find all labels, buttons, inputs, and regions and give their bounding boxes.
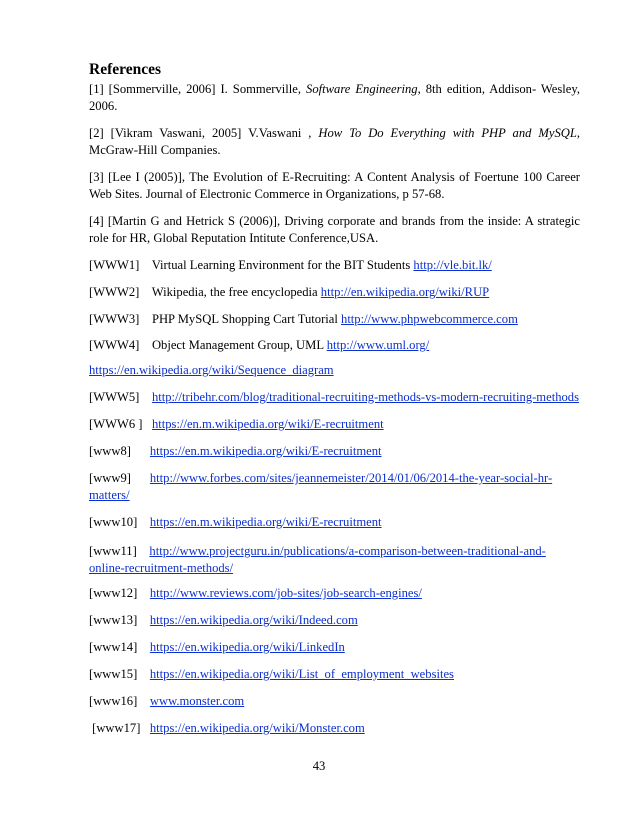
web-reference-13 <box>89 612 580 629</box>
reference-link[interactable]: https://en.wikipedia.org/wiki/Sequence_diagram <box>89 363 334 377</box>
reference-tag: [www13] <box>89 613 150 627</box>
web-reference-1 <box>89 257 580 274</box>
web-reference-15 <box>89 666 580 683</box>
reference-4: [4] [Martin G and Hetrick S (2006)], Driving corporate and brands from the inside: A strategic role for HR, Global Reputation Intitute Conference,USA. <box>89 214 580 245</box>
reference-tag: [WWW2] <box>89 285 152 299</box>
web-reference-4-extra <box>89 362 580 379</box>
web-reference-16 <box>89 693 580 710</box>
reference-link[interactable]: www.monster.com <box>149 694 245 708</box>
web-reference-4 <box>89 337 580 354</box>
reference-tag: [www14] <box>89 640 150 654</box>
reference-1 <box>89 81 580 115</box>
reference-title: How To Do Everything with PHP and MySQL <box>318 126 577 140</box>
reference-tag: [www17] <box>89 721 150 735</box>
reference-tag: [www15] <box>89 667 150 681</box>
reference-link[interactable]: http://www.phpwebcommerce.com <box>341 312 518 326</box>
web-reference-9 <box>89 470 580 504</box>
reference-text: [2] [Vikram Vaswani, 2005] V.Vaswani , <box>89 126 319 140</box>
reference-tag: [WWW6 ] <box>89 417 152 431</box>
web-reference-14 <box>89 639 580 656</box>
page-title: References <box>89 61 162 78</box>
reference-tag: [www10] <box>89 515 150 529</box>
web-reference-11 <box>89 543 580 577</box>
reference-link[interactable]: http://www.reviews.com/job-sites/job-search-engines/ <box>149 586 422 600</box>
reference-link[interactable]: https://en.wikipedia.org/wiki/Indeed.com <box>149 613 358 627</box>
reference-text: [1] [Sommerville, 2006] I. Sommerville, <box>89 82 307 96</box>
reference-link[interactable]: matters/ <box>89 488 130 502</box>
web-reference-17 <box>89 720 580 737</box>
reference-title: Software Engineering <box>306 82 418 96</box>
reference-text: Virtual Learning Environment for the BIT Students <box>151 258 414 272</box>
reference-tag: [WWW4] <box>89 338 152 352</box>
reference-tag: [www16] <box>89 694 150 708</box>
reference-text: , McGraw-Hill Companies. <box>89 126 580 157</box>
web-reference-10 <box>89 514 580 531</box>
reference-tag: [WWW3] <box>89 312 152 326</box>
web-reference-8 <box>89 443 580 460</box>
reference-link[interactable]: http://tribehr.com/blog/traditional-recruiting-methods-vs-modern-recruiting-methods <box>151 390 579 404</box>
reference-3: [3] [Lee I (2005)], The Evolution of E-Recruiting: A Content Analysis of Foertune 100 Career Web Sites. Journal of Electronic Commerce in Organizations, p 57-68. <box>89 170 580 201</box>
reference-link[interactable]: https://en.m.wikipedia.org/wiki/E-recruitment <box>149 515 382 529</box>
reference-link[interactable]: https://en.wikipedia.org/wiki/LinkedIn <box>149 640 345 654</box>
reference-text: Wikipedia, the free encyclopedia <box>151 285 321 299</box>
reference-2 <box>89 125 580 159</box>
reference-link[interactable]: https://en.wikipedia.org/wiki/List_of_employment_websites <box>149 667 454 681</box>
reference-link[interactable]: online-recruitment-methods/ <box>89 561 234 575</box>
reference-link[interactable]: http://vle.bit.lk/ <box>413 258 492 272</box>
web-reference-5 <box>89 389 589 406</box>
reference-tag: [www12] <box>89 586 150 600</box>
page-number: 43 <box>312 759 326 773</box>
reference-link[interactable]: https://en.wikipedia.org/wiki/Monster.com <box>149 721 365 735</box>
web-reference-2 <box>89 284 580 301</box>
reference-tag: [www8] <box>89 444 150 458</box>
reference-link[interactable]: http://www.forbes.com/sites/jeannemeister/2014/01/06/2014-the-year-social-hr- <box>149 471 553 485</box>
reference-link[interactable]: https://en.m.wikipedia.org/wiki/E-recruitment <box>149 444 382 458</box>
reference-tag: [www9] <box>89 471 150 485</box>
reference-tag: [www11] <box>89 544 150 558</box>
reference-text: , 8th edition, Addison- Wesley, 2006. <box>89 82 581 113</box>
reference-link[interactable]: http://www.uml.org/ <box>326 338 430 352</box>
reference-text: Object Management Group, UML <box>151 338 327 352</box>
reference-tag: [WWW1] <box>89 258 152 272</box>
reference-text: PHP MySQL Shopping Cart Tutorial <box>151 312 342 326</box>
web-reference-6 <box>89 416 580 433</box>
web-reference-3 <box>89 311 580 328</box>
reference-link[interactable]: http://en.wikipedia.org/wiki/RUP <box>320 285 490 299</box>
reference-tag: [WWW5] <box>89 390 152 404</box>
web-reference-12 <box>89 585 580 602</box>
reference-link[interactable]: https://en.m.wikipedia.org/wiki/E-recruitment <box>151 417 384 431</box>
reference-link[interactable]: http://www.projectguru.in/publications/a-comparison-between-traditional-and- <box>149 544 546 558</box>
